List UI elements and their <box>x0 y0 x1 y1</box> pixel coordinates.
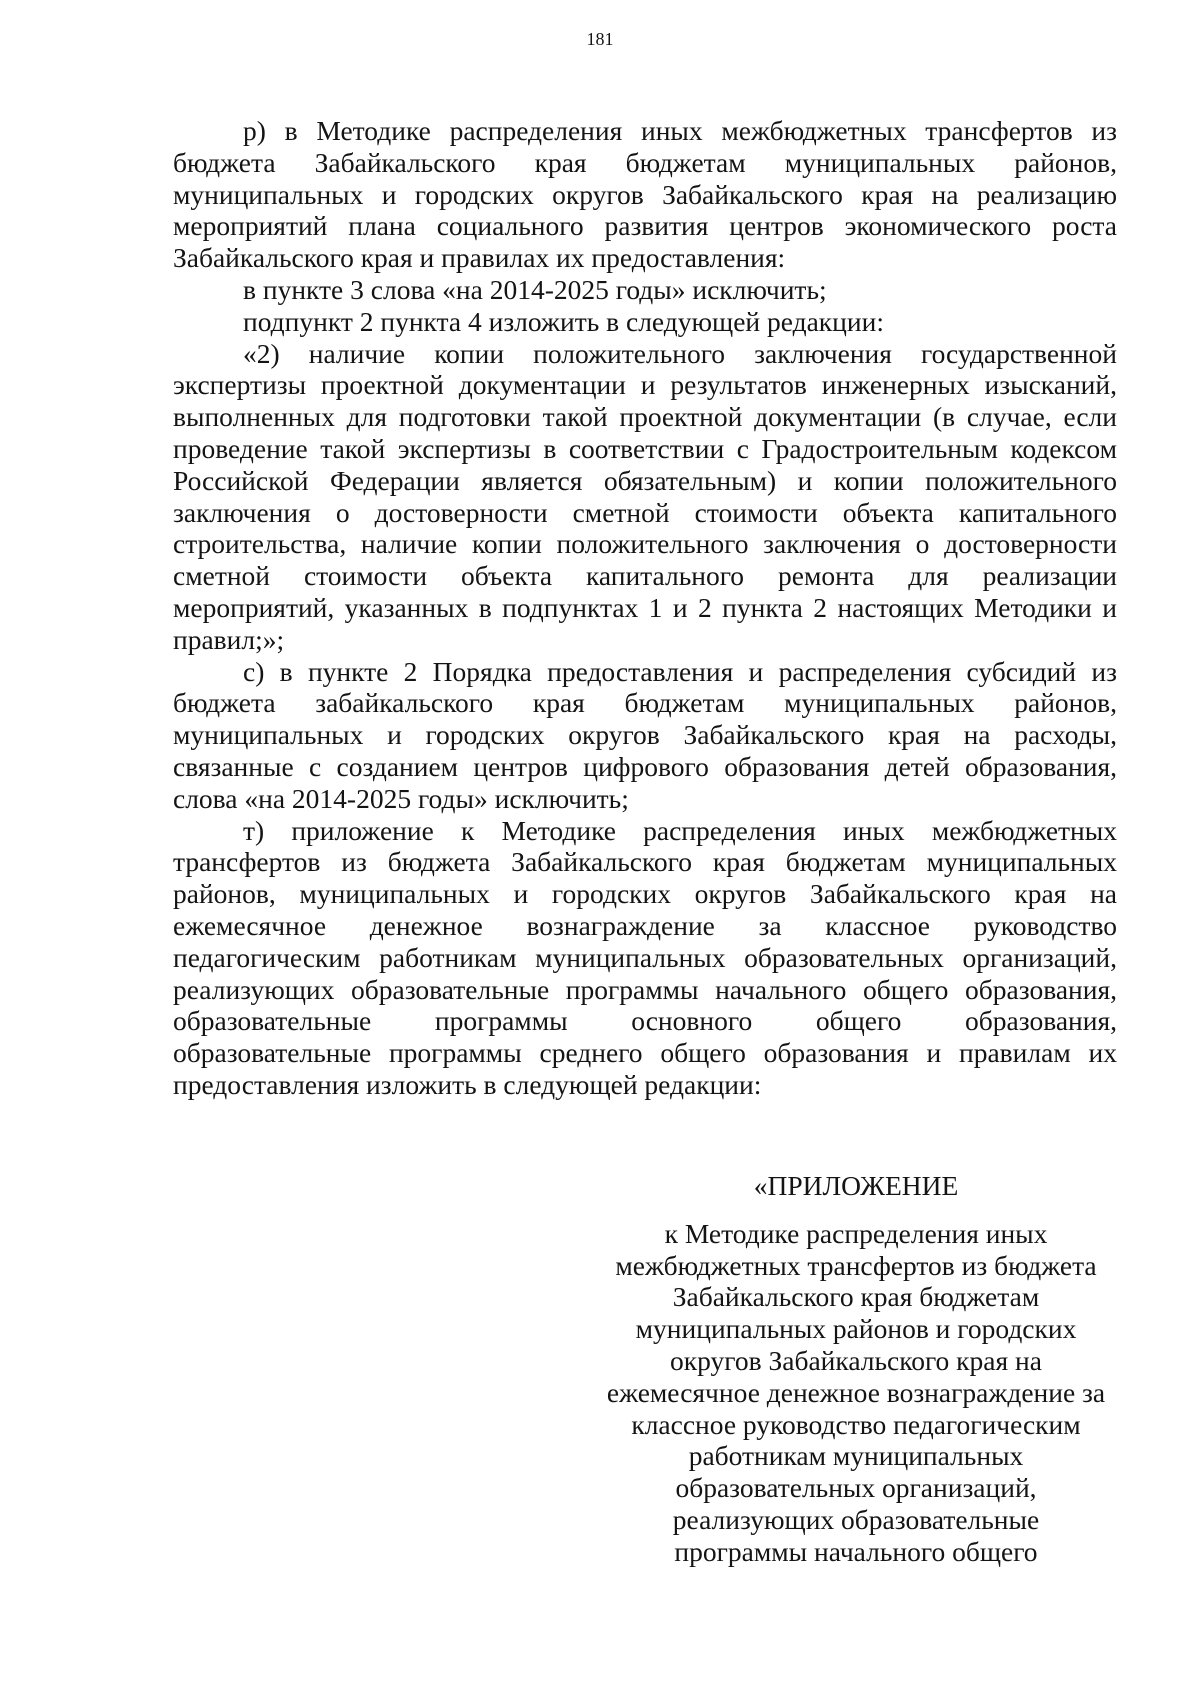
paragraph-line: Российской Федерации является обязательным) и копии положительного <box>173 464 1117 496</box>
paragraph-line: выполненных для подготовки такой проектной документации (в случае, если <box>173 401 1117 433</box>
paragraph-subpoint-2 <box>173 306 1117 338</box>
paragraph-line: трансфертов из бюджета Забайкальского края бюджетам муниципальных <box>173 846 1117 878</box>
paragraph-line: правил;»; <box>173 623 285 655</box>
appendix-line: работникам муниципальных <box>688 1440 1024 1472</box>
paragraph-r <box>173 115 1117 274</box>
paragraph-line: реализующих образовательные программы начального общего образования, <box>173 973 1117 1005</box>
paragraph-line: строительства, наличие копии положительного заключения о достоверности <box>173 528 1117 560</box>
paragraph-line: связанные с созданием центров цифрового образования детей образования, <box>173 750 1117 782</box>
paragraph-line: Забайкальского края и правилах их предоставления: <box>173 242 786 274</box>
paragraph-line: педагогическим работникам муниципальных образовательных организаций, <box>173 941 1117 973</box>
appendix-line: Забайкальского края бюджетам <box>672 1281 1040 1313</box>
paragraph-line: слова «на 2014-2025 годы» исключить; <box>173 782 629 814</box>
paragraph-line: в пункте 3 слова «на 2014-2025 годы» исключить; <box>243 273 827 305</box>
paragraph-line: мероприятий плана социального развития центров экономического роста <box>173 210 1117 242</box>
paragraph-line: «2) наличие копии положительного заключения государственной <box>243 337 1117 369</box>
appendix-line: ежемесячное денежное вознаграждение за <box>606 1376 1106 1408</box>
appendix-line: реализующих образовательные <box>672 1503 1040 1535</box>
paragraph-line: муниципальных и городских округов Забайкальского края на реализацию <box>173 178 1117 210</box>
paragraph-point-3 <box>173 274 1117 306</box>
paragraph-line: р) в Методике распределения иных межбюджетных трансфертов из <box>243 115 1117 146</box>
appendix-line: округов Забайкальского края на <box>670 1344 1042 1376</box>
appendix-line: образовательных организаций, <box>675 1472 1037 1504</box>
paragraph-line: образовательные программы среднего общего образования и правилам их <box>173 1037 1117 1069</box>
body-text <box>173 115 1117 1101</box>
paragraph-line: муниципальных и городских округов Забайкальского края на расходы, <box>173 719 1117 751</box>
paragraph-line: заключения о достоверности сметной стоимости объекта капитального <box>173 496 1117 528</box>
appendix-line: классное руководство педагогическим <box>631 1408 1081 1440</box>
appendix-title: «ПРИЛОЖЕНИЕ <box>753 1170 959 1201</box>
paragraph-line: ежемесячное денежное вознаграждение за классное руководство <box>173 909 1117 941</box>
paragraph-line: мероприятий, указанных в подпунктах 1 и 2 пункта 2 настоящих Методики и <box>173 591 1117 623</box>
paragraph-line: проведение такой экспертизы в соответствии с Градостроительным кодексом <box>173 432 1117 464</box>
appendix-line: программы начального общего <box>674 1535 1038 1567</box>
paragraph-t <box>173 815 1117 1101</box>
paragraph-line: бюджета Забайкальского края бюджетам муниципальных районов, <box>173 146 1117 178</box>
paragraph-line: предоставления изложить в следующей редакции: <box>173 1068 762 1100</box>
paragraph-s <box>173 656 1117 815</box>
appendix-line: муниципальных районов и городских <box>635 1313 1077 1345</box>
appendix-line: к Методике распределения иных <box>664 1217 1048 1249</box>
paragraph-line: с) в пункте 2 Порядка предоставления и распределения субсидий из <box>243 655 1117 687</box>
paragraph-line: бюджета забайкальского края бюджетам муниципальных районов, <box>173 687 1117 719</box>
appendix-header <box>594 1170 1118 1568</box>
paragraph-line: образовательные программы основного общего образования, <box>173 1005 1117 1037</box>
appendix-line: межбюджетных трансфертов из бюджета <box>615 1249 1097 1281</box>
paragraph-line: сметной стоимости объекта капитального ремонта для реализации <box>173 560 1117 592</box>
page-number: 181 <box>586 29 614 49</box>
paragraph-quote-2 <box>173 338 1117 656</box>
paragraph-line: подпункт 2 пункта 4 изложить в следующей редакции: <box>243 305 884 337</box>
paragraph-line: т) приложение к Методике распределения иных межбюджетных <box>243 814 1117 846</box>
paragraph-line: экспертизы проектной документации и результатов инженерных изысканий, <box>173 369 1117 401</box>
paragraph-line: районов, муниципальных и городских округов Забайкальского края на <box>173 878 1117 910</box>
